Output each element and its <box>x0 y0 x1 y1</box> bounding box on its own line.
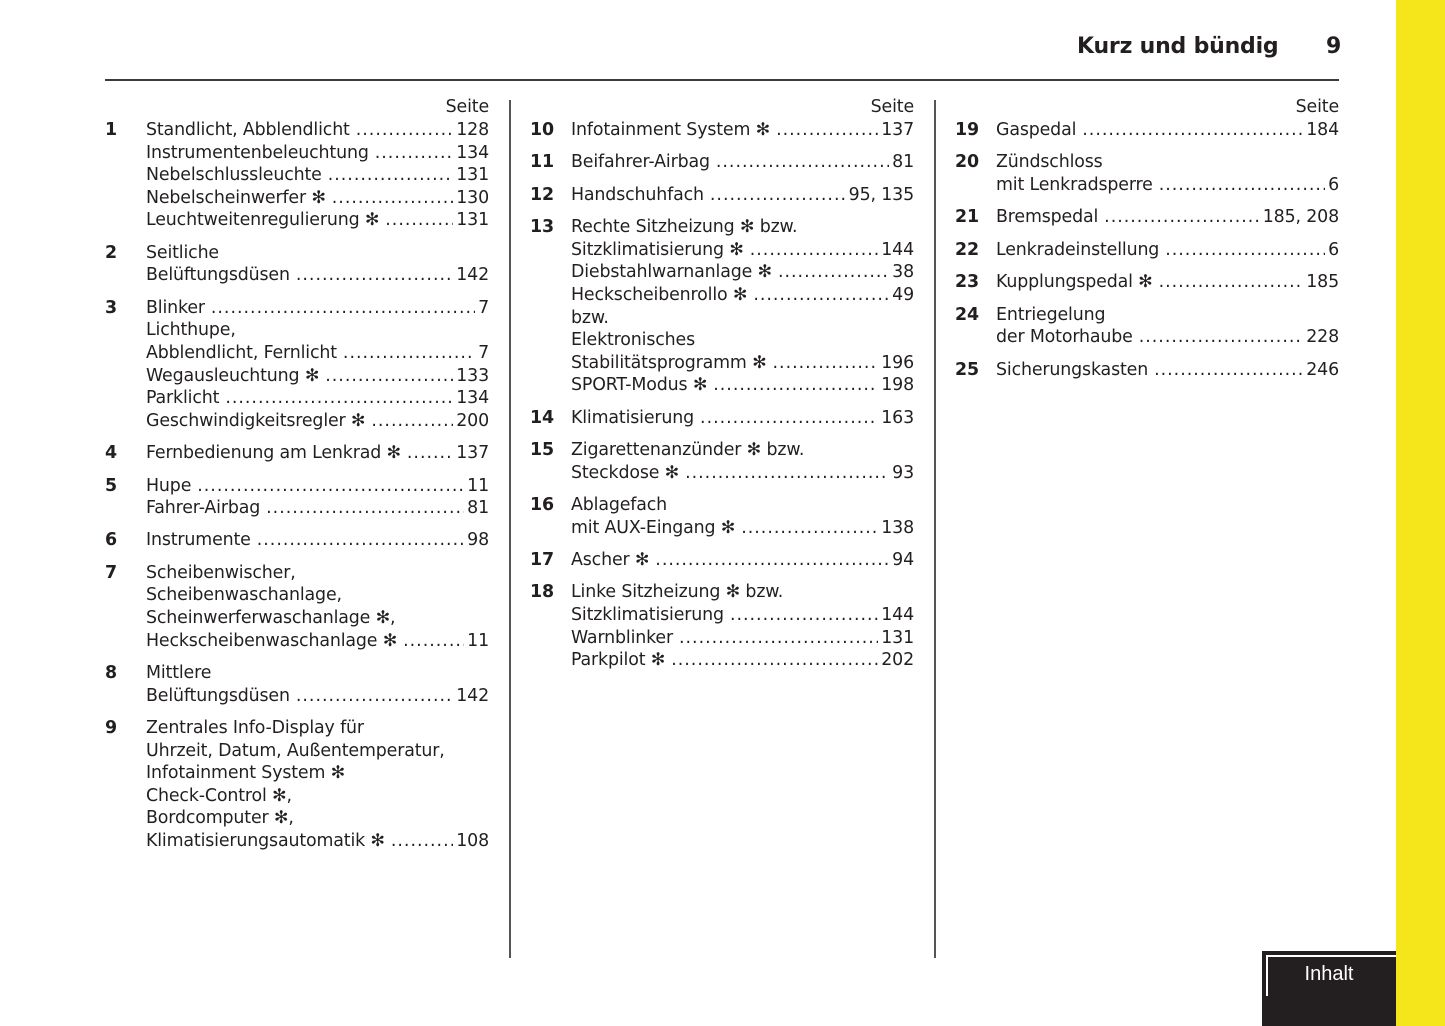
entry-text: Entriegelung <box>996 304 1106 325</box>
page-reference-link[interactable]: 93 <box>892 462 914 483</box>
entry-text: Nebelscheinwerfer ✻ <box>146 187 326 208</box>
header-divider <box>105 79 1339 81</box>
entry-text: Infotainment System ✻ <box>571 120 771 140</box>
dot-leader <box>685 462 889 485</box>
index-line[interactable] <box>146 209 489 232</box>
dot-leader <box>730 604 878 627</box>
page-reference-link[interactable]: 11 <box>467 475 489 496</box>
entry-text: Fahrer-Airbag <box>146 498 261 519</box>
page-reference-link[interactable]: 144 <box>881 605 914 626</box>
index-line[interactable] <box>146 387 489 410</box>
page-reference-link[interactable]: 196 <box>881 352 914 373</box>
entry-text: mit AUX-Eingang ✻ <box>571 517 736 538</box>
index-entry <box>105 662 489 707</box>
entry-text: Klimatisierung <box>571 407 695 428</box>
entry-number: 23 <box>955 272 979 293</box>
page-reference-link[interactable]: 137 <box>881 120 914 140</box>
index-line[interactable] <box>996 239 1339 262</box>
index-line <box>146 319 489 342</box>
chapter-tab-bar <box>1396 0 1445 1026</box>
entry-text: Parkpilot ✻ <box>571 650 666 671</box>
index-entry <box>955 271 1339 294</box>
entry-text: Instrumentenbeleuchtung <box>146 142 369 163</box>
page-reference-link[interactable]: 142 <box>456 265 489 286</box>
index-line[interactable] <box>146 142 489 165</box>
index-line <box>571 216 914 239</box>
index-line[interactable] <box>146 119 489 142</box>
dot-leader <box>375 142 454 165</box>
index-line[interactable] <box>146 529 489 552</box>
index-entry <box>530 581 914 671</box>
index-entry <box>530 119 914 142</box>
entry-text: Zentrales Info-Display für <box>146 718 364 739</box>
index-line[interactable] <box>571 517 914 540</box>
index-line[interactable] <box>146 297 489 320</box>
page-reference-link[interactable]: 228 <box>1306 327 1339 348</box>
index-line <box>146 242 489 265</box>
index-line <box>571 494 914 517</box>
index-line <box>146 562 489 585</box>
index-line[interactable] <box>571 374 914 397</box>
dot-leader <box>776 119 878 142</box>
page-reference-link[interactable]: 185 <box>1306 272 1339 293</box>
index-entry <box>530 184 914 207</box>
index-line[interactable] <box>146 497 489 520</box>
entry-number: 11 <box>530 152 554 173</box>
dot-leader <box>1159 174 1325 197</box>
entry-number: 19 <box>955 120 979 140</box>
entry-text: Instrumente <box>146 530 251 551</box>
index-entry <box>105 297 489 433</box>
page-reference-link[interactable]: 81 <box>892 152 914 173</box>
column-header-seite: Seite <box>445 97 489 117</box>
index-column-1 <box>105 96 489 862</box>
entry-number: 6 <box>105 530 117 551</box>
index-line[interactable] <box>996 119 1339 142</box>
entry-number: 17 <box>530 550 554 571</box>
page-reference-link[interactable]: 131 <box>456 210 489 231</box>
index-column-2 <box>530 96 914 682</box>
page-reference-link[interactable]: 185, 208 <box>1262 207 1339 228</box>
entry-text: Check-Control ✻, <box>146 785 292 806</box>
index-line[interactable] <box>146 442 489 465</box>
index-entry <box>955 359 1339 382</box>
entry-text: Lenkradeinstellung <box>996 239 1160 260</box>
dot-leader <box>753 284 889 307</box>
index-line[interactable] <box>146 365 489 388</box>
index-line[interactable] <box>996 206 1339 229</box>
column-divider <box>934 100 936 958</box>
index-line[interactable] <box>571 261 914 284</box>
entry-text: Belüftungsdüsen <box>146 685 290 706</box>
entry-number: 3 <box>105 297 117 318</box>
index-line <box>146 717 489 740</box>
dot-leader <box>1139 326 1304 349</box>
index-entry <box>530 549 914 572</box>
entry-text: Zündschloss <box>996 152 1103 173</box>
entry-text: Rechte Sitzheizung ✻ bzw. <box>571 217 798 238</box>
entry-number: 10 <box>530 120 554 140</box>
entry-number: 20 <box>955 152 979 173</box>
index-line[interactable] <box>996 326 1339 349</box>
entry-text: Seitliche <box>146 242 219 263</box>
page-reference-link[interactable]: 184 <box>1306 120 1339 140</box>
entry-text: Abblendlicht, Fernlicht <box>146 342 337 363</box>
index-line[interactable] <box>571 352 914 375</box>
entry-text: Leuchtweitenregulierung ✻ <box>146 210 380 231</box>
dot-leader <box>773 352 879 375</box>
index-entry <box>955 151 1339 196</box>
page-reference-link[interactable]: 131 <box>456 165 489 186</box>
page-reference-link[interactable]: 137 <box>456 443 489 464</box>
index-line <box>571 307 914 330</box>
index-line[interactable] <box>146 685 489 708</box>
page-reference-link[interactable]: 108 <box>456 831 489 851</box>
index-entry <box>530 151 914 174</box>
entry-number: 9 <box>105 718 117 739</box>
entry-text: Scheibenwischer, <box>146 562 296 583</box>
dot-leader <box>700 407 878 430</box>
index-line <box>146 807 489 830</box>
dot-leader <box>741 517 878 540</box>
page-reference-link[interactable]: 6 <box>1328 239 1339 260</box>
entry-text: Kupplungspedal ✻ <box>996 272 1153 293</box>
index-line[interactable] <box>996 359 1339 382</box>
dot-leader <box>778 261 889 284</box>
page-reference-link[interactable]: 81 <box>467 498 489 519</box>
index-entry <box>530 494 914 539</box>
index-line[interactable] <box>571 604 914 627</box>
dot-leader <box>713 374 878 397</box>
index-entry <box>530 407 914 430</box>
dot-leader <box>343 342 475 365</box>
dot-leader <box>385 209 453 232</box>
index-entry <box>105 242 489 287</box>
index-entry <box>530 439 914 484</box>
entry-number: 8 <box>105 663 117 684</box>
dot-leader <box>257 529 464 552</box>
entry-number: 15 <box>530 440 554 461</box>
index-entry <box>105 562 489 652</box>
page-number: 9 <box>1326 34 1342 59</box>
index-entry <box>955 304 1339 349</box>
index-line[interactable] <box>571 407 914 430</box>
entry-number: 13 <box>530 217 554 238</box>
index-line[interactable] <box>146 830 489 853</box>
index-line[interactable] <box>571 462 914 485</box>
index-line <box>146 607 489 630</box>
dot-leader <box>750 239 879 262</box>
index-line[interactable] <box>571 119 914 142</box>
index-entry <box>105 442 489 465</box>
dot-leader <box>296 685 453 708</box>
index-entry <box>530 216 914 397</box>
entry-text: Uhrzeit, Datum, Außentemperatur, <box>146 740 445 761</box>
entry-text: Infotainment System ✻ <box>146 763 346 784</box>
index-line[interactable] <box>996 271 1339 294</box>
page-reference-link[interactable]: 95, 135 <box>848 184 914 205</box>
entry-text: SPORT-Modus ✻ <box>571 375 708 396</box>
entry-text: bzw. <box>571 307 609 328</box>
entry-number: 18 <box>530 582 554 603</box>
index-entry <box>955 239 1339 262</box>
page-reference-link[interactable]: 198 <box>881 375 914 396</box>
entry-text: Ablagefach <box>571 495 668 516</box>
index-line[interactable] <box>996 174 1339 197</box>
page-reference-link[interactable]: 163 <box>881 407 914 428</box>
index-line[interactable] <box>571 627 914 650</box>
index-line[interactable] <box>146 264 489 287</box>
entry-text: Scheinwerferwaschanlage ✻, <box>146 608 396 629</box>
dot-leader <box>371 410 453 433</box>
entry-number: 2 <box>105 242 117 263</box>
entry-text: Geschwindigkeitsregler ✻ <box>146 410 366 431</box>
page-reference-link[interactable]: 128 <box>456 120 489 140</box>
entry-text: Lichthupe, <box>146 320 236 341</box>
contents-button[interactable] <box>1262 951 1396 1026</box>
dot-leader <box>679 627 878 650</box>
page-title: Kurz und bündig <box>1077 34 1279 59</box>
entry-text: Steckdose ✻ <box>571 462 680 483</box>
index-line[interactable] <box>571 151 914 174</box>
entry-number: 25 <box>955 359 979 380</box>
index-line <box>146 584 489 607</box>
entry-text: Klimatisierungsautomatik ✻ <box>146 831 385 851</box>
entry-text: Heckscheibenwaschanlage ✻ <box>146 630 398 651</box>
page-reference-link[interactable]: 131 <box>881 627 914 648</box>
dot-leader <box>403 630 464 653</box>
page-reference-link[interactable]: 11 <box>467 630 489 651</box>
entry-text: der Motorhaube <box>996 327 1133 348</box>
entry-number: 22 <box>955 239 979 260</box>
entry-number: 7 <box>105 562 117 583</box>
entry-text: Sitzklimatisierung ✻ <box>571 239 744 260</box>
index-line <box>146 662 489 685</box>
index-line <box>571 329 914 352</box>
entry-text: Heckscheibenrollo ✻ <box>571 284 748 305</box>
entry-text: Fernbedienung am Lenkrad ✻ <box>146 443 401 464</box>
page-reference-link[interactable]: 202 <box>881 650 914 671</box>
index-line[interactable] <box>146 187 489 210</box>
index-line[interactable] <box>146 475 489 498</box>
index-line <box>996 304 1339 327</box>
dot-leader <box>225 387 453 410</box>
page-reference-link[interactable]: 38 <box>892 262 914 283</box>
page-reference-link[interactable]: 94 <box>892 550 914 571</box>
dot-leader <box>328 164 454 187</box>
dot-leader <box>356 119 454 142</box>
entry-number: 12 <box>530 184 554 205</box>
index-line[interactable] <box>146 342 489 365</box>
index-line <box>146 740 489 763</box>
entry-text: Scheibenwaschanlage, <box>146 585 342 606</box>
index-line[interactable] <box>571 284 914 307</box>
entry-number: 5 <box>105 475 117 496</box>
entry-text: Hupe <box>146 475 192 496</box>
index-line <box>146 762 489 785</box>
page-reference-link[interactable]: 134 <box>456 142 489 163</box>
entry-text: Handschuhfach <box>571 184 704 205</box>
page-reference-link[interactable]: 7 <box>478 297 489 318</box>
entry-number: 1 <box>105 120 117 140</box>
entry-text: Blinker <box>146 297 205 318</box>
index-entry <box>105 529 489 552</box>
dot-leader <box>296 264 453 287</box>
index-line <box>146 785 489 808</box>
entry-text: Nebelschlussleuchte <box>146 165 322 186</box>
dot-leader <box>197 475 464 498</box>
index-line[interactable] <box>146 410 489 433</box>
entry-number: 4 <box>105 443 117 464</box>
entry-text: Sicherungskasten <box>996 359 1149 380</box>
dot-leader <box>1159 271 1304 294</box>
dot-leader <box>1104 206 1260 229</box>
dot-leader <box>710 184 846 207</box>
page-reference-link[interactable]: 134 <box>456 388 489 409</box>
page-reference-link[interactable]: 98 <box>467 530 489 551</box>
entry-number: 21 <box>955 207 979 228</box>
page-reference-link[interactable]: 246 <box>1306 359 1339 380</box>
entry-text: Wegausleuchtung ✻ <box>146 365 320 386</box>
page-reference-link[interactable]: 138 <box>881 517 914 538</box>
entry-text: Stabilitätsprogramm ✻ <box>571 352 767 373</box>
dot-leader <box>671 649 878 672</box>
entry-text: Diebstahlwarnanlage ✻ <box>571 262 772 283</box>
entry-text: Sitzklimatisierung <box>571 605 724 626</box>
entry-text: Zigarettenanzünder ✻ bzw. <box>571 440 805 461</box>
dot-leader <box>1082 119 1303 142</box>
dot-leader <box>655 549 889 572</box>
index-line[interactable] <box>146 630 489 653</box>
dot-leader <box>1154 359 1303 382</box>
index-line[interactable] <box>571 184 914 207</box>
dot-leader <box>716 151 889 174</box>
entry-text: Parklicht <box>146 388 220 409</box>
entry-number: 14 <box>530 407 554 428</box>
index-entry <box>105 475 489 520</box>
page-reference-link[interactable]: 6 <box>1328 174 1339 195</box>
index-line <box>996 151 1339 174</box>
dot-leader <box>266 497 464 520</box>
entry-text: Bremspedal <box>996 207 1099 228</box>
entry-text: Belüftungsdüsen <box>146 265 290 286</box>
entry-text: Gaspedal <box>996 120 1077 140</box>
column-divider <box>509 100 511 958</box>
index-entry <box>955 206 1339 229</box>
index-entry <box>105 717 489 853</box>
entry-text: Ascher ✻ <box>571 550 650 571</box>
page-reference-link[interactable]: 200 <box>456 410 489 431</box>
index-line <box>571 581 914 604</box>
dot-leader <box>407 442 453 465</box>
entry-text: Elektronisches <box>571 330 695 351</box>
page-reference-link[interactable]: 7 <box>478 342 489 363</box>
entry-number: 24 <box>955 304 979 325</box>
index-entry <box>955 119 1339 142</box>
entry-text: Warnblinker <box>571 627 673 648</box>
column-header-seite: Seite <box>1295 97 1339 117</box>
index-entry <box>105 119 489 232</box>
entry-number: 16 <box>530 495 554 516</box>
page-reference-link[interactable]: 130 <box>456 187 489 208</box>
dot-leader <box>332 187 453 210</box>
index-line[interactable] <box>146 164 489 187</box>
contents-button-label: Inhalt <box>1304 963 1354 985</box>
entry-text: mit Lenkradsperre <box>996 174 1153 195</box>
entry-text: Beifahrer-Airbag <box>571 152 710 173</box>
dot-leader <box>391 830 453 853</box>
index-line[interactable] <box>571 649 914 672</box>
index-column-3 <box>955 96 1339 391</box>
index-line <box>571 439 914 462</box>
entry-text: Linke Sitzheizung ✻ bzw. <box>571 582 784 603</box>
column-header-seite: Seite <box>870 97 914 117</box>
dot-leader <box>325 365 453 388</box>
page-reference-link[interactable]: 142 <box>456 685 489 706</box>
entry-text: Standlicht, Abblendlicht <box>146 120 350 140</box>
dot-leader <box>1165 239 1325 262</box>
page-reference-link[interactable]: 49 <box>892 284 914 305</box>
index-line[interactable] <box>571 549 914 572</box>
entry-text: Mittlere <box>146 663 212 684</box>
entry-text: Bordcomputer ✻, <box>146 808 294 829</box>
page-reference-link[interactable]: 144 <box>881 239 914 260</box>
index-line[interactable] <box>571 239 914 262</box>
dot-leader <box>211 297 475 320</box>
page-reference-link[interactable]: 133 <box>456 365 489 386</box>
